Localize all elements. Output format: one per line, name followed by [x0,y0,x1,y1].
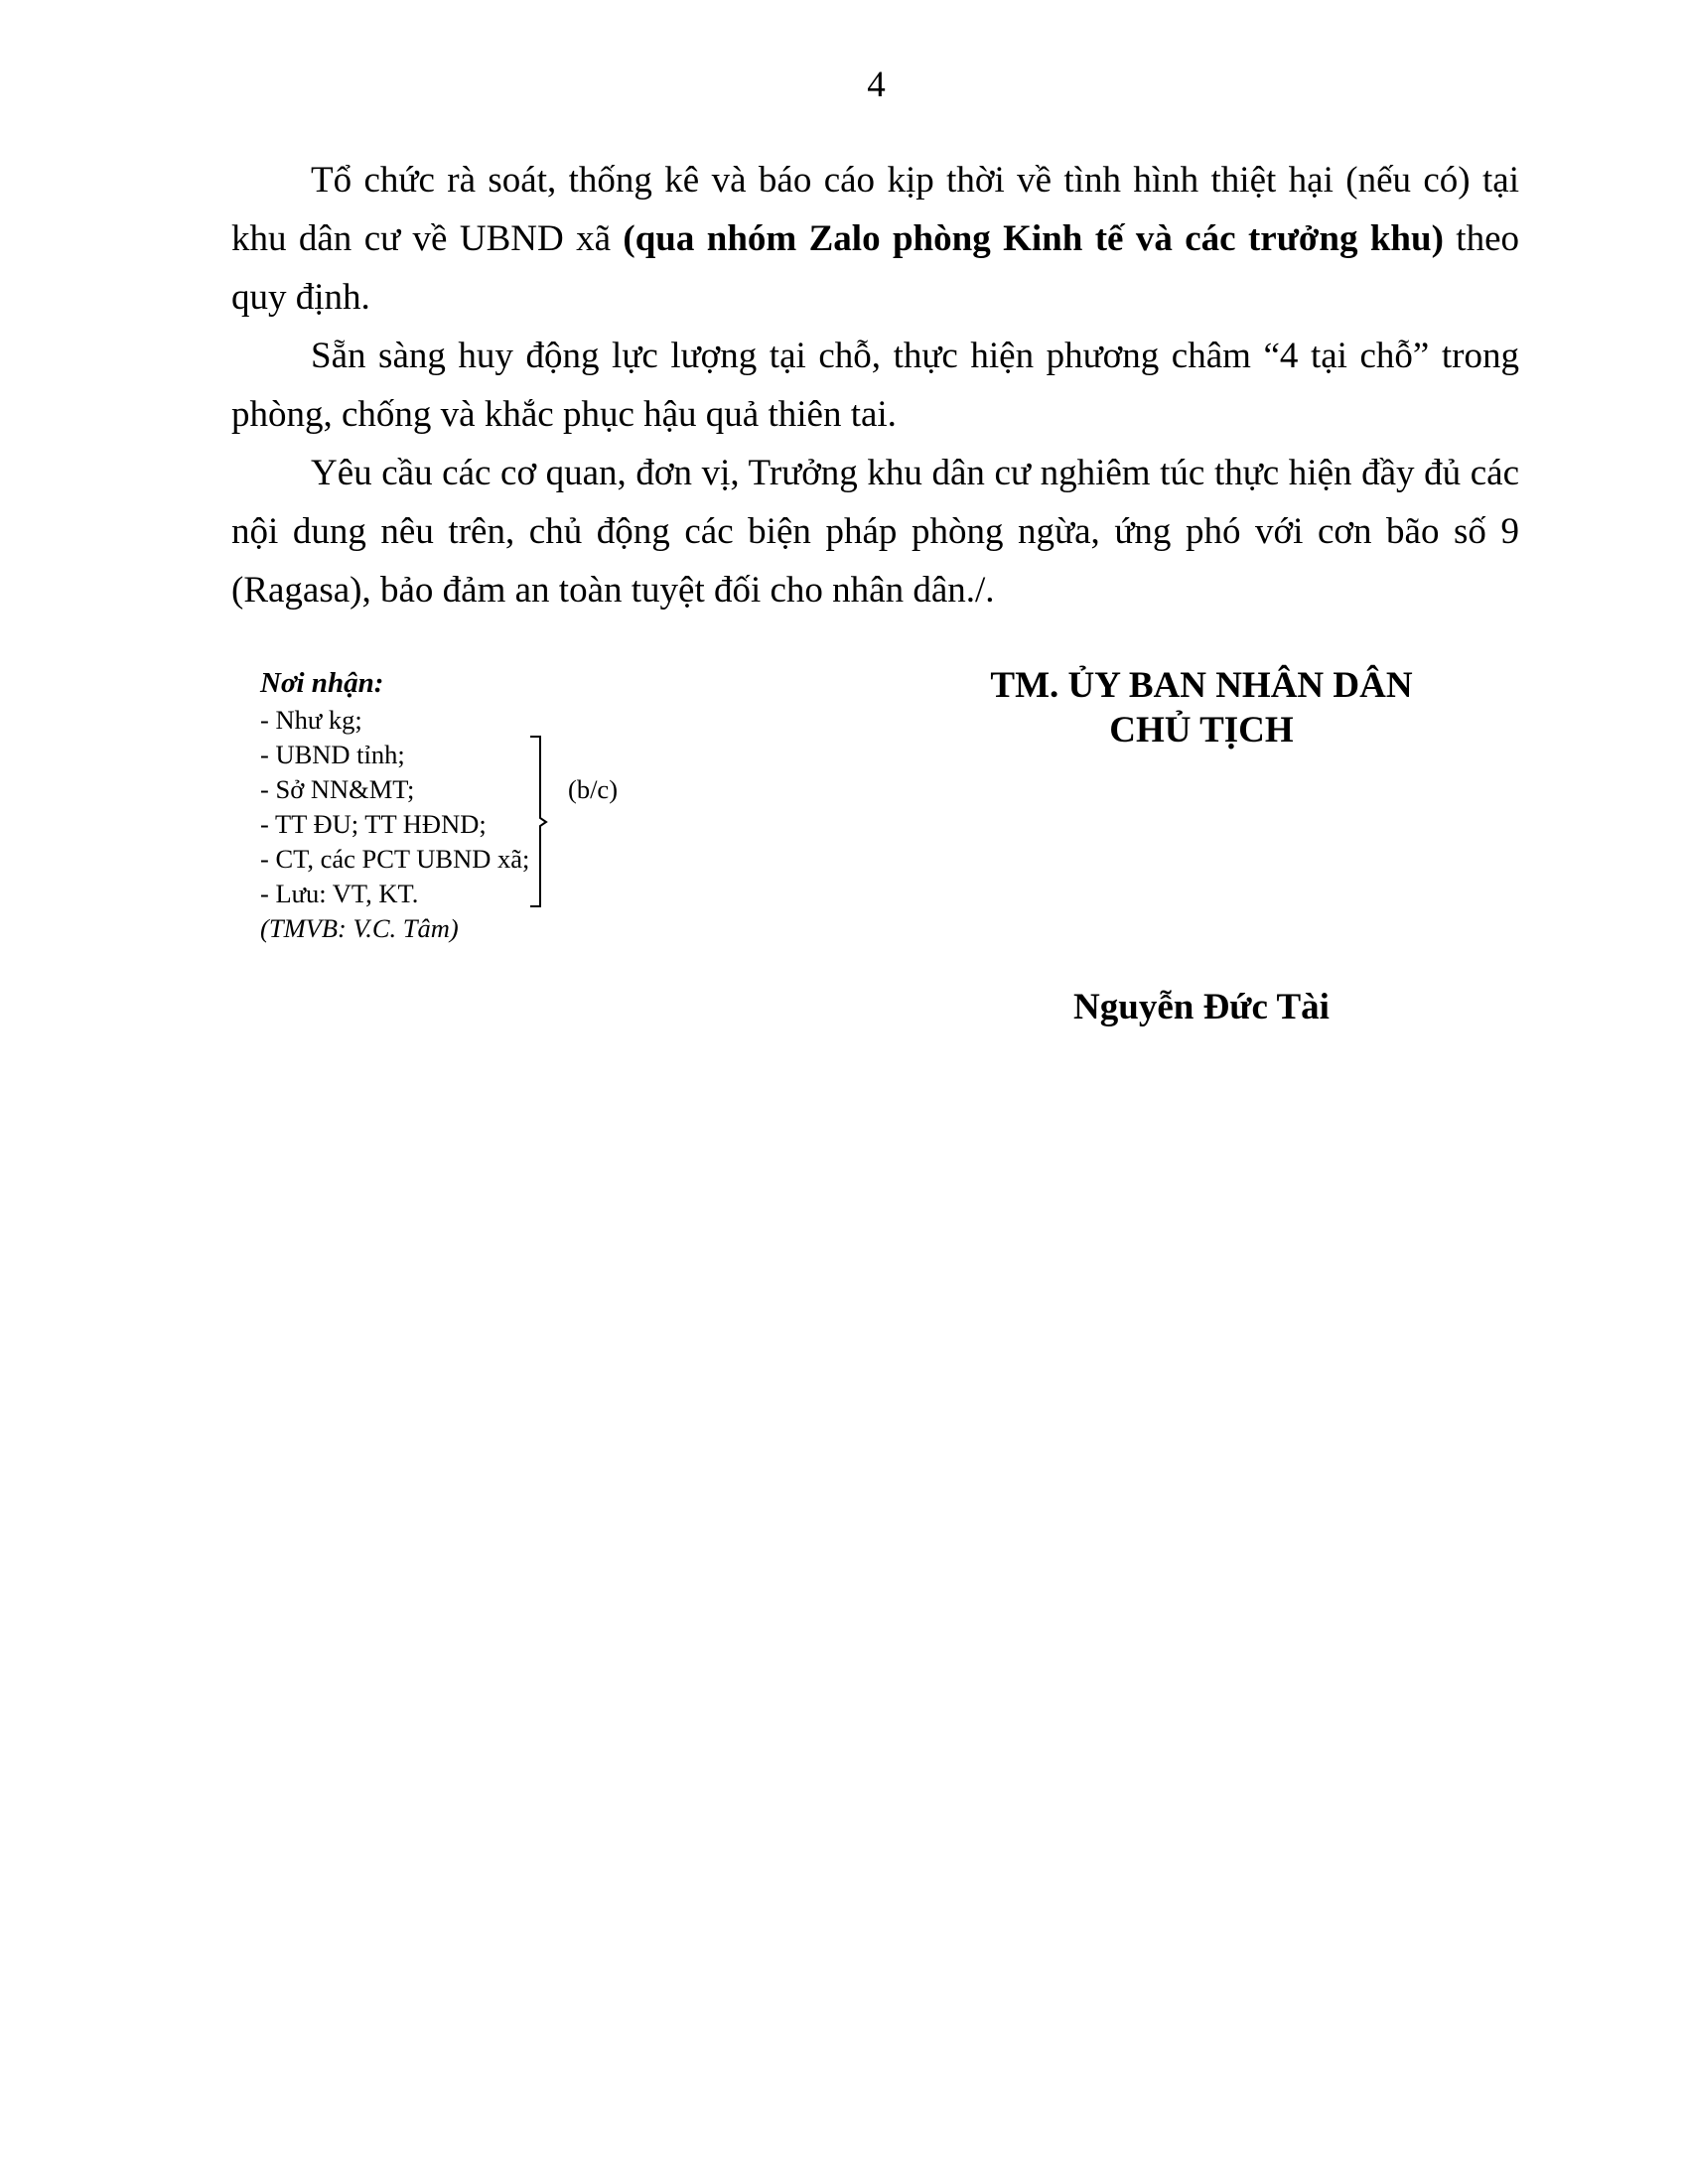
recipient-item: - TT ĐU; TT HĐND; [260,809,487,839]
recipient-item: - Như kg; [260,705,362,735]
paragraph-mobilize-forces: Sẵn sàng huy động lực lượng tại chỗ, thực hiện phương châm “4 tại chỗ” trong phòng, chống và khắc phục hậu quả thiên tai. [231,336,1519,435]
bracket-label: (b/c) [568,774,619,804]
paragraph-bold-text: (qua nhóm Zalo phòng Kinh tế và các trưởng khu) [623,218,1444,259]
recipient-item: - UBND tỉnh; [260,740,405,769]
paragraph-report-damage [231,151,1519,327]
paragraph-requirements: Yêu cầu các cơ quan, đơn vị, Trưởng khu dân cư nghiêm túc thực hiện đầy đủ các nội dung nêu trên, chủ động các biện pháp phòng ngừa, ứng phó với cơn bão số 9 (Ragasa), bảo đảm an toàn tuyệt đối cho nhân dân./. [231,453,1519,611]
document-body [231,151,1519,619]
bracket-icon [528,735,550,908]
paragraph-text: theo quy định. [231,218,1519,318]
recipient-item: - CT, các PCT UBND xã; [260,844,530,874]
signer-name: Nguyễn Đức Tài [1073,987,1330,1027]
signature-position: CHỦ TỊCH [1109,710,1294,751]
recipients-block [260,663,677,946]
recipient-item: - Lưu: VT, KT. [260,879,419,908]
recipients-note: (TMVB: V.C. Tâm) [260,913,459,943]
paragraph-text: Tổ chức rà soát, thống kê và báo cáo kịp thời về tình hình thiệt hại (nếu có) tại khu dân cư về UBND xã [231,160,1519,259]
page-number: 4 [867,65,886,105]
recipient-item: - Sở NN&MT; [260,774,415,804]
signature-block [894,663,1509,752]
signature-org: TM. ỦY BAN NHÂN DÂN [990,665,1413,706]
recipients-title: Nơi nhận: [260,667,384,699]
